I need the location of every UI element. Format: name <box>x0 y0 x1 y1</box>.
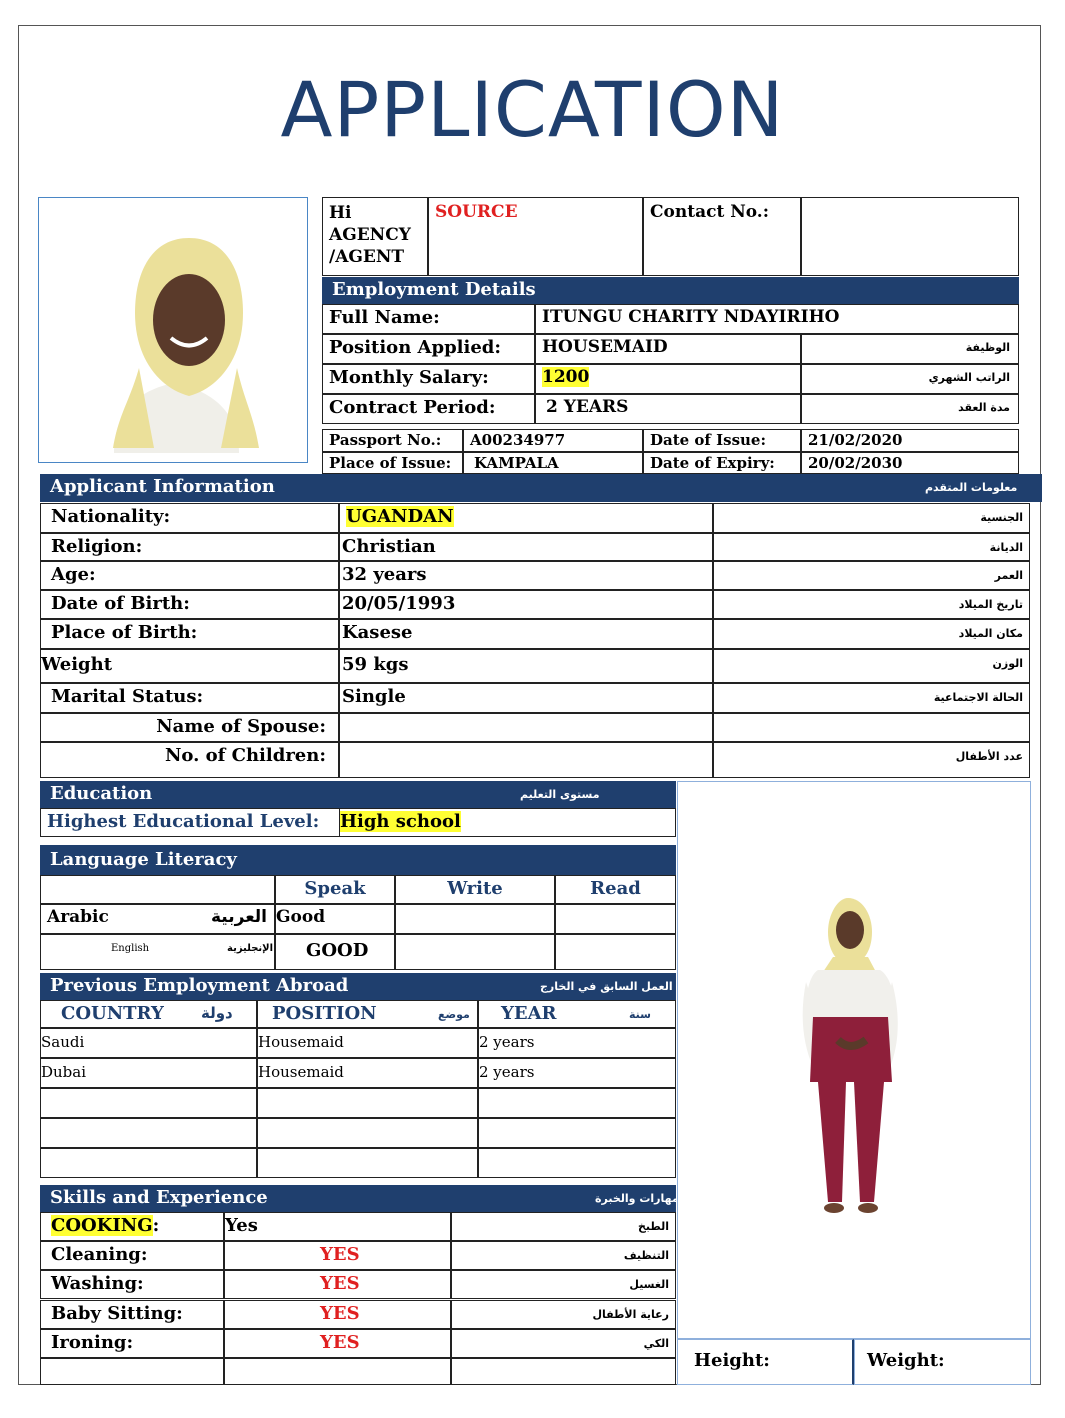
skill-label-cell <box>40 1329 224 1358</box>
applicant-ar: الوزن <box>992 657 1023 670</box>
full-body-photo <box>677 781 1031 1339</box>
applicant-ar: الجنسية <box>980 511 1023 524</box>
applicant-label: Nationality: <box>40 503 339 533</box>
education-level-cell <box>339 808 676 837</box>
skill-label-cell <box>40 1270 224 1299</box>
applicant-label: No. of Children: <box>40 742 339 778</box>
previous-year <box>478 1088 676 1118</box>
applicant-ar: العمر <box>994 569 1023 582</box>
language-arabic-read <box>555 904 676 934</box>
page-title: APPLICATION <box>280 65 785 154</box>
applicant-ar-cell <box>713 561 1030 590</box>
applicant-value: 32 years <box>342 564 427 585</box>
skill-label-cell <box>40 1241 224 1270</box>
applicant-ar: الحالة الاجتماعية <box>933 691 1023 704</box>
skills-header <box>40 1185 688 1212</box>
expiry-date-label: Date of Expiry: <box>643 452 801 474</box>
applicant-ar-cell <box>713 533 1030 561</box>
previous-country-ar: دولة <box>201 1004 233 1022</box>
agency-label: Hi AGENCY /AGENT <box>322 197 428 276</box>
applicant-label: Weight <box>40 649 339 683</box>
position-label: Position Applied: <box>322 334 535 364</box>
education-header <box>40 781 676 808</box>
salary-label: Monthly Salary: <box>322 364 535 394</box>
applicant-label: Place of Birth: <box>40 619 339 649</box>
skill-value: Yes <box>224 1212 451 1241</box>
applicant-value: 20/05/1993 <box>342 593 456 614</box>
skill-ar-cell <box>451 1212 676 1241</box>
salary-ar: الراتب الشهري <box>928 371 1010 384</box>
skill-label-cell <box>40 1358 224 1385</box>
applicant-value: Single <box>342 686 406 707</box>
language-header: Language Literacy <box>40 845 676 875</box>
applicant-label: Age: <box>40 561 339 590</box>
language-english-read <box>555 934 676 970</box>
education-level-value: High school <box>340 811 461 832</box>
expiry-date-value: 20/02/2030 <box>801 452 1019 474</box>
applicant-value-cell <box>339 713 713 742</box>
skill-ar-cell <box>451 1329 676 1358</box>
language-blank-header <box>40 875 275 904</box>
previous-year: 2 years <box>478 1028 676 1058</box>
applicant-value-cell <box>339 561 713 590</box>
language-row-arabic <box>40 904 275 934</box>
previous-country <box>40 1118 257 1148</box>
previous-country-label: COUNTRY <box>61 1003 164 1024</box>
employment-header: Employment Details <box>322 277 1019 304</box>
applicant-value-cell <box>339 590 713 619</box>
contract-label: Contract Period: <box>322 394 535 424</box>
previous-country: Saudi <box>40 1028 257 1058</box>
previous-col-country <box>40 1000 257 1028</box>
skill-label: Washing: <box>51 1273 144 1294</box>
language-col-write: Write <box>395 875 555 904</box>
language-col-read: Read <box>555 875 676 904</box>
previous-position: Housemaid <box>257 1058 478 1088</box>
skill-ar: الطبخ <box>637 1220 669 1233</box>
previous-position <box>257 1148 478 1178</box>
contract-ar-cell <box>801 394 1019 424</box>
skill-ar: رعاية الأطفال <box>592 1308 669 1321</box>
previous-country <box>40 1148 257 1178</box>
previous-position: Housemaid <box>257 1028 478 1058</box>
salary-value: 1200 <box>542 367 590 387</box>
applicant-ar: تاريخ الميلاد <box>958 598 1023 611</box>
language-english-ar: الإنجليزية <box>227 943 274 954</box>
applicant-ar-cell <box>713 590 1030 619</box>
issue-date-value: 21/02/2020 <box>801 429 1019 452</box>
skill-ar-cell <box>451 1270 676 1299</box>
skill-value: YES <box>224 1241 451 1270</box>
applicant-ar-cell <box>713 742 1030 778</box>
contract-value: 2 YEARS <box>535 394 801 424</box>
applicant-ar-cell <box>713 713 1030 742</box>
salary-ar-cell <box>801 364 1019 394</box>
language-col-speak: Speak <box>275 875 395 904</box>
applicant-value: Kasese <box>342 622 413 643</box>
previous-year-ar: سنة <box>629 1008 651 1021</box>
place-of-issue-value: KAMPALA <box>463 452 643 474</box>
skills-header-ar: المهارات والخبرة <box>595 1192 688 1205</box>
education-header-label: Education <box>50 783 153 804</box>
applicant-header-label: Applicant Information <box>50 476 275 497</box>
skill-value <box>224 1358 451 1385</box>
education-level-label: Highest Educational Level: <box>40 808 339 837</box>
salary-cell <box>535 364 801 394</box>
skill-label-cell <box>40 1300 224 1329</box>
skill-label: Baby Sitting: <box>51 1303 183 1324</box>
skills-header-label: Skills and Experience <box>50 1187 268 1208</box>
language-arabic-speak: Good <box>275 904 395 934</box>
applicant-value-cell <box>339 503 713 533</box>
previous-col-position <box>257 1000 478 1028</box>
contract-ar: مدة العقد <box>958 401 1010 414</box>
headshot-photo <box>38 197 308 463</box>
position-ar: الوظيفة <box>965 341 1010 354</box>
skill-label-colon: : <box>152 1215 160 1236</box>
education-header-ar: مستوى التعليم <box>520 788 600 801</box>
agency-source: SOURCE <box>428 197 643 276</box>
previous-header-label: Previous Employment Abroad <box>50 975 349 996</box>
contact-label: Contact No.: <box>643 197 801 276</box>
skill-label: COOKING <box>51 1215 153 1236</box>
applicant-label: Marital Status: <box>40 683 339 713</box>
language-english-write <box>395 934 555 970</box>
applicant-ar: مكان الميلاد <box>958 627 1023 640</box>
applicant-value-cell <box>339 619 713 649</box>
previous-country: Dubai <box>40 1058 257 1088</box>
applicant-value: 59 kgs <box>342 654 409 675</box>
applicant-value: UGANDAN <box>346 506 454 527</box>
contact-value <box>801 197 1019 276</box>
language-arabic-write <box>395 904 555 934</box>
position-value: HOUSEMAID <box>535 334 801 364</box>
applicant-ar-cell <box>713 649 1030 683</box>
previous-year: 2 years <box>478 1058 676 1088</box>
previous-col-year <box>478 1000 676 1028</box>
previous-year <box>478 1118 676 1148</box>
language-arabic-ar: العربية <box>211 907 268 927</box>
applicant-value-cell <box>339 742 713 778</box>
previous-country <box>40 1088 257 1118</box>
place-of-issue-label: Place of Issue: <box>322 452 463 474</box>
applicant-value-cell <box>339 533 713 561</box>
language-english-label: English <box>111 943 150 954</box>
applicant-ar-cell <box>713 683 1030 713</box>
language-arabic-label: Arabic <box>47 907 109 927</box>
skill-ar-cell <box>451 1241 676 1270</box>
skill-ar: التنظيف <box>623 1249 669 1262</box>
language-row-english <box>40 934 275 970</box>
previous-position-label: POSITION <box>272 1003 377 1024</box>
applicant-value-cell <box>339 649 713 683</box>
applicant-value: Christian <box>342 536 436 557</box>
language-english-speak: GOOD <box>275 934 395 970</box>
skill-label: Ironing: <box>51 1332 134 1353</box>
full-name-value: ITUNGU CHARITY NDAYIRIHO <box>535 304 1019 334</box>
previous-position <box>257 1118 478 1148</box>
previous-position-ar: موضع <box>438 1008 470 1021</box>
previous-header-ar: العمل السابق في الخارج <box>540 980 673 993</box>
weight-label: Weight: <box>854 1339 1031 1385</box>
applicant-label: Name of Spouse: <box>40 713 339 742</box>
skill-ar-cell <box>451 1358 676 1385</box>
skill-ar-cell <box>451 1300 676 1329</box>
skill-ar: الغسيل <box>629 1278 669 1291</box>
applicant-ar: عدد الأطفال <box>955 750 1023 763</box>
applicant-value-cell <box>339 683 713 713</box>
skill-label-cell <box>40 1212 224 1241</box>
passport-no-label: Passport No.: <box>322 429 463 452</box>
previous-position <box>257 1088 478 1118</box>
applicant-ar: الديانة <box>989 541 1023 554</box>
skill-ar: الكي <box>643 1337 669 1350</box>
previous-header <box>40 973 676 1000</box>
passport-no-value: A00234977 <box>463 429 643 452</box>
skill-label: Cleaning: <box>51 1244 148 1265</box>
applicant-ar-cell <box>713 503 1030 533</box>
skill-value: YES <box>224 1270 451 1299</box>
skill-value: YES <box>224 1300 451 1329</box>
skill-value: YES <box>224 1329 451 1358</box>
applicant-header-ar: معلومات المتقدم <box>925 481 1018 494</box>
position-ar-cell <box>801 334 1019 364</box>
applicant-header <box>40 474 1042 502</box>
height-label: Height: <box>677 1339 854 1385</box>
applicant-ar-cell <box>713 619 1030 649</box>
full-name-label: Full Name: <box>322 304 535 334</box>
issue-date-label: Date of Issue: <box>643 429 801 452</box>
applicant-label: Religion: <box>40 533 339 561</box>
previous-year-label: YEAR <box>501 1003 557 1024</box>
applicant-label: Date of Birth: <box>40 590 339 619</box>
previous-year <box>478 1148 676 1178</box>
